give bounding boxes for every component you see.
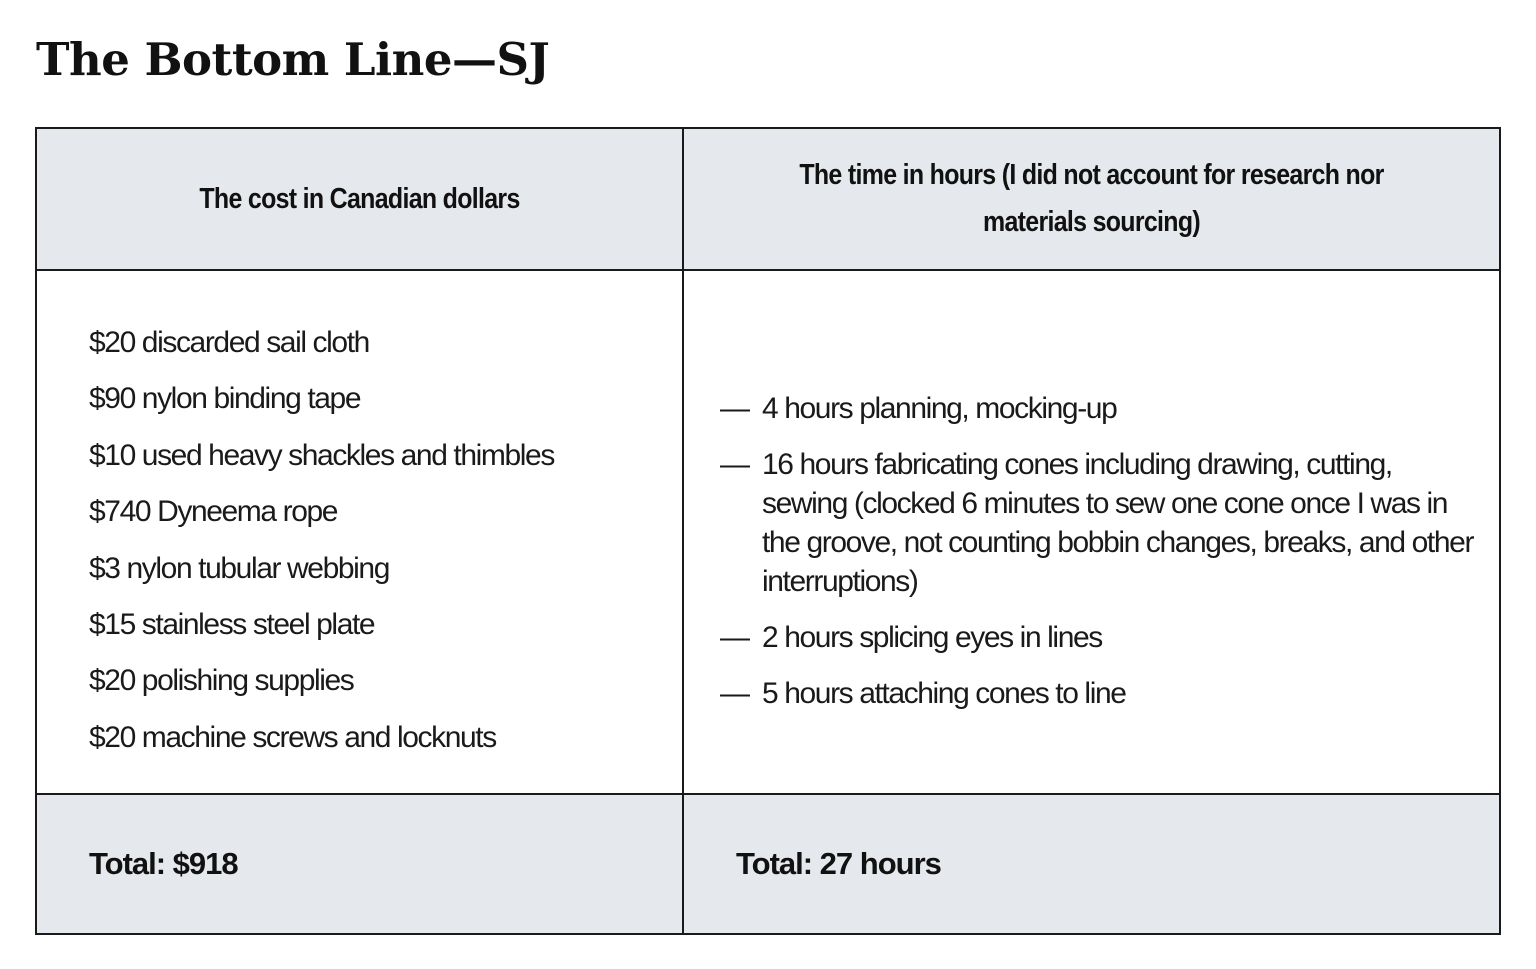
cost-total: Total: $918 xyxy=(37,793,684,933)
dash-bullet: — xyxy=(720,677,749,710)
time-item-text: 5 hours attaching cones to line xyxy=(762,677,1126,710)
time-total: Total: 27 hours xyxy=(684,793,1499,933)
time-body-cell xyxy=(684,271,1499,793)
time-header-cell xyxy=(684,129,1499,271)
time-item-text: 2 hours splicing eyes in lines xyxy=(762,621,1102,654)
cost-item: $3 nylon tubular webbing xyxy=(89,551,389,585)
page-title: The Bottom Line—SJ xyxy=(36,33,550,86)
time-item-text: 4 hours planning, mocking-up xyxy=(762,392,1117,425)
time-header: The time in hours (I did not account for research nor materials sourcing) xyxy=(799,159,1384,238)
cost-item: $10 used heavy shackles and thimbles xyxy=(89,438,554,472)
time-item xyxy=(720,674,1475,713)
dash-bullet: — xyxy=(720,392,749,425)
dash-bullet: — xyxy=(720,621,749,654)
time-item xyxy=(720,618,1475,657)
time-item xyxy=(720,389,1475,428)
cost-time-table xyxy=(35,127,1501,935)
time-item-text: 16 hours fabricating cones including drawing, cutting, sewing (clocked 6 minutes to sew one cone once I was in the groove, not counting bobbin changes, breaks, and other interruptions) xyxy=(762,448,1474,598)
cost-header: The cost in Canadian dollars xyxy=(199,182,520,215)
cost-header-cell xyxy=(37,129,684,271)
cost-item: $20 polishing supplies xyxy=(89,664,354,698)
time-item xyxy=(720,445,1475,601)
dash-bullet: — xyxy=(720,448,749,481)
cost-item: $20 discarded sail cloth xyxy=(89,326,369,359)
cost-list xyxy=(89,315,554,766)
cost-item: $20 machine screws and locknuts xyxy=(89,720,496,754)
cost-item: $740 Dyneema rope xyxy=(89,495,338,529)
cost-item: $90 nylon binding tape xyxy=(89,382,361,416)
time-list xyxy=(720,389,1475,730)
cost-body-cell xyxy=(37,271,684,793)
cost-item: $15 stainless steel plate xyxy=(89,608,375,642)
